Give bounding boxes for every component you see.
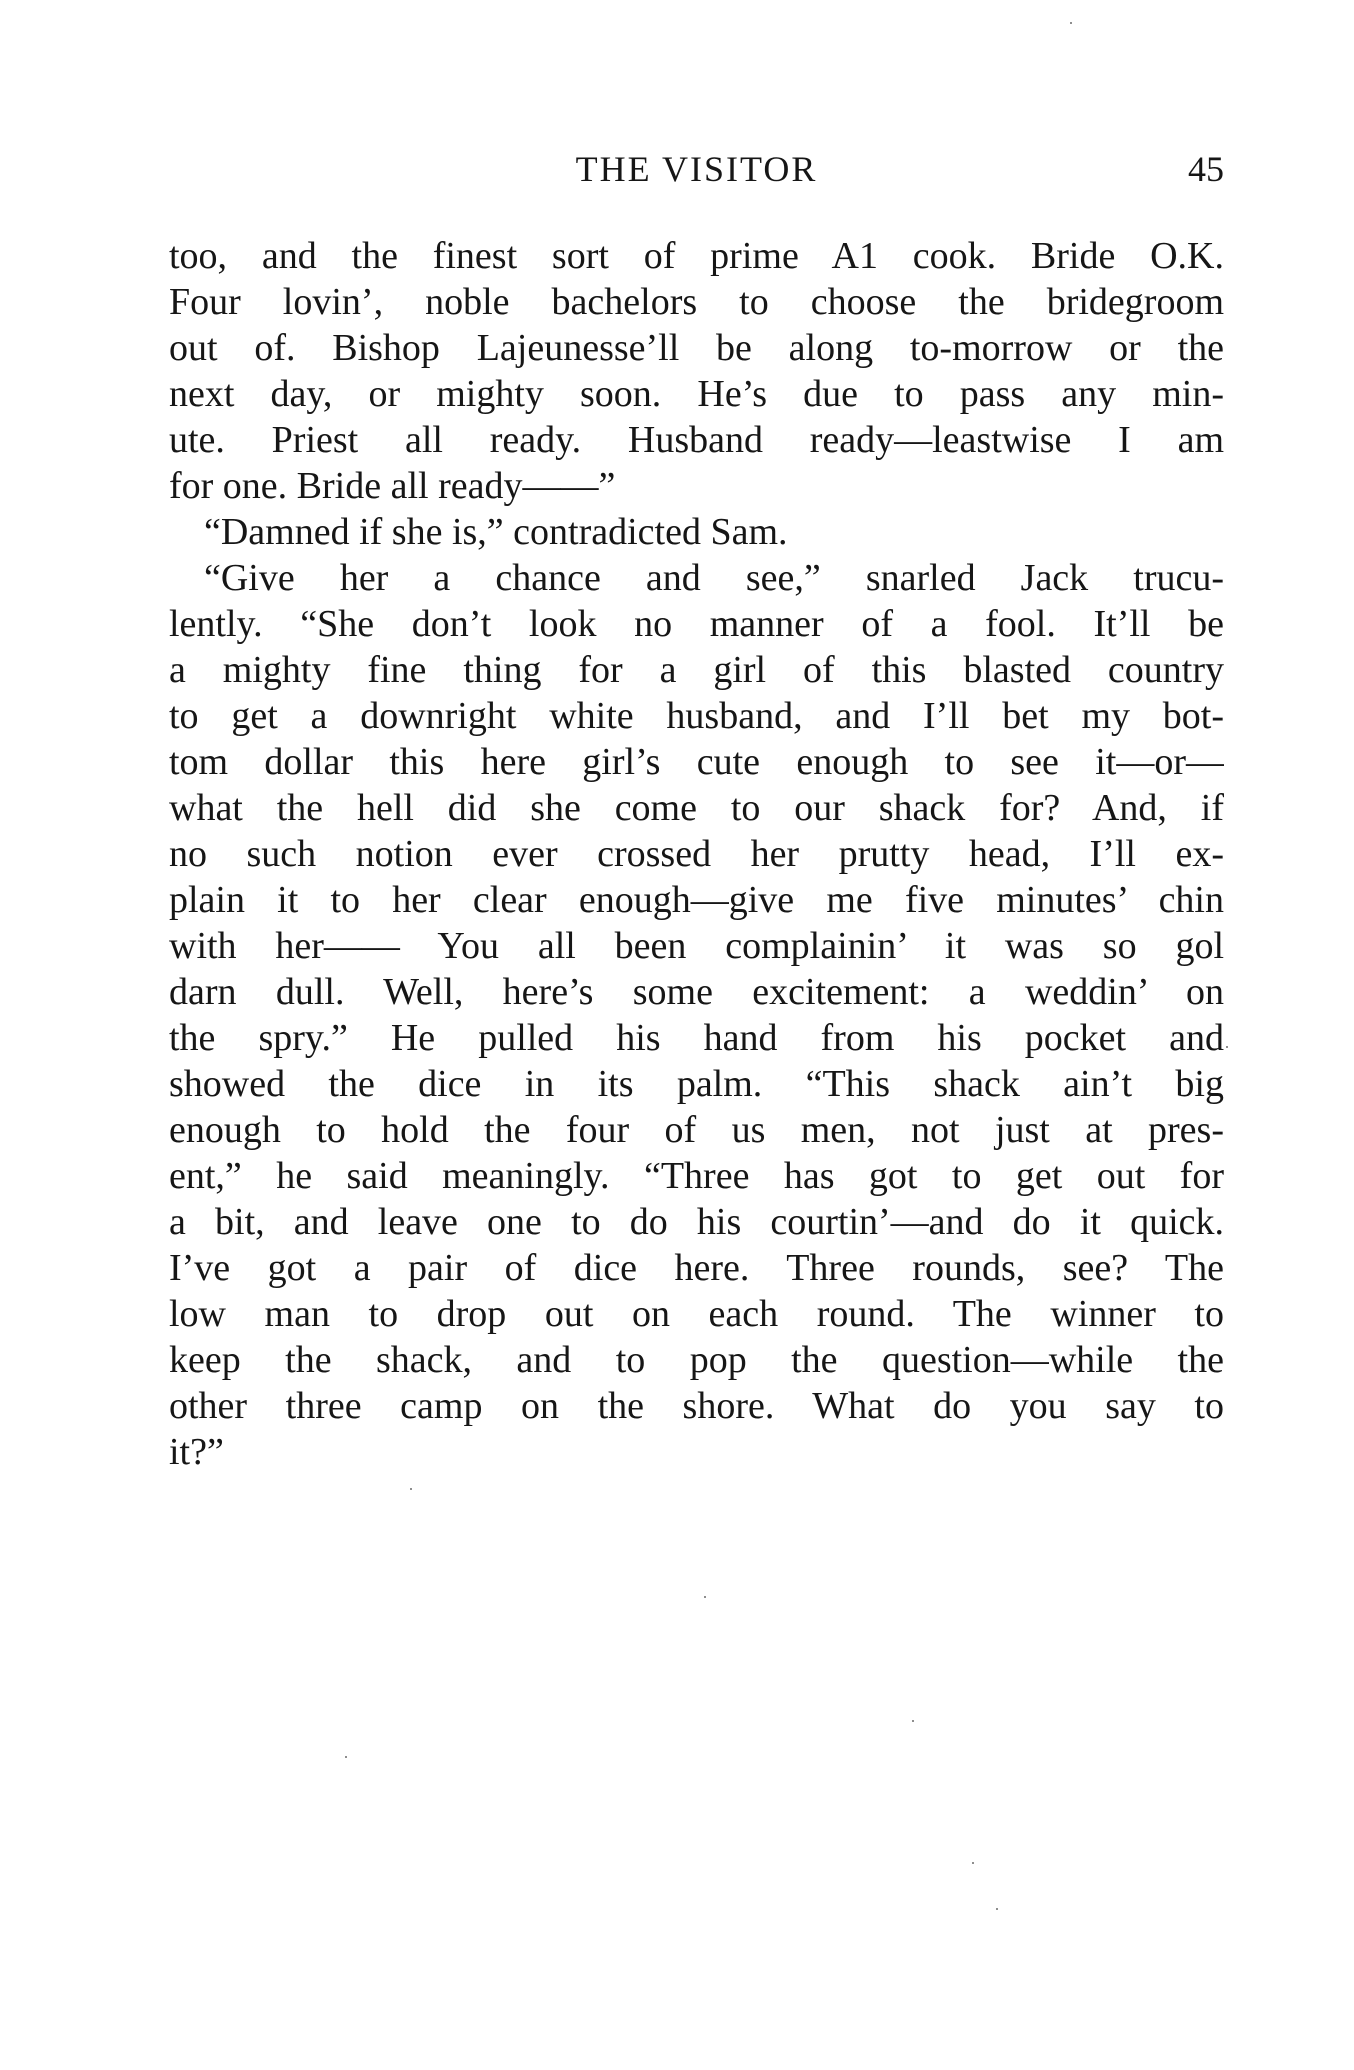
text-line: keep the shack, and to pop the question—while the: [169, 1339, 1224, 1381]
text-line: for one. Bride all ready——”: [169, 465, 616, 507]
text-line: out of. Bishop Lajeunesse’ll be along to-morrow or the: [169, 327, 1224, 369]
scan-speck: [972, 1862, 974, 1864]
text-line: enough to hold the four of us men, not just at pres-: [169, 1109, 1224, 1151]
text-line: the spry.” He pulled his hand from his pocket and: [169, 1017, 1224, 1059]
scan-speck: [410, 1488, 412, 1490]
text-line: lently. “She don’t look no manner of a fool. It’ll be: [169, 603, 1224, 645]
text-line: a bit, and leave one to do his courtin’—and do it quick.: [169, 1201, 1224, 1243]
text-line: next day, or mighty soon. He’s due to pass any min-: [169, 373, 1224, 415]
scan-speck: [1226, 1046, 1228, 1048]
text-line: tom dollar this here girl’s cute enough to see it—or—: [169, 741, 1224, 783]
page-header: [169, 148, 1224, 198]
text-line: what the hell did she come to our shack for? And, if: [169, 787, 1224, 829]
text-line: ute. Priest all ready. Husband ready—leastwise I am: [169, 419, 1224, 461]
text-line: I’ve got a pair of dice here. Three rounds, see? The: [169, 1247, 1224, 1289]
text-line: it?”: [169, 1431, 224, 1473]
text-line: ent,” he said meaningly. “Three has got to get out for: [169, 1155, 1224, 1197]
text-line: darn dull. Well, here’s some excitement: a weddin’ on: [169, 971, 1224, 1013]
text-line: Four lovin’, noble bachelors to choose the bridegroom: [169, 281, 1224, 323]
scan-speck: [912, 1720, 914, 1722]
scan-speck: [996, 1908, 998, 1910]
running-title: THE VISITOR: [575, 149, 818, 189]
page-number: 45: [1188, 149, 1224, 189]
text-line: a mighty fine thing for a girl of this blasted country: [169, 649, 1224, 691]
scan-speck: [345, 1756, 347, 1758]
text-line: “Damned if she is,” contradicted Sam.: [204, 511, 788, 553]
text-line: too, and the finest sort of prime A1 cook. Bride O.K.: [169, 235, 1224, 277]
text-line: “Give her a chance and see,” snarled Jack trucu-: [204, 557, 1224, 599]
text-line: showed the dice in its palm. “This shack ain’t big: [169, 1063, 1224, 1105]
text-line: with her—— You all been complainin’ it was so gol: [169, 925, 1224, 967]
text-line: other three camp on the shore. What do you say to: [169, 1385, 1224, 1427]
text-line: low man to drop out on each round. The winner to: [169, 1293, 1224, 1335]
text-line: no such notion ever crossed her prutty head, I’ll ex-: [169, 833, 1224, 875]
scan-speck: [704, 1596, 706, 1598]
body-text: [169, 233, 1224, 1475]
scan-speck: [1070, 22, 1072, 24]
text-line: to get a downright white husband, and I’ll bet my bot-: [169, 695, 1224, 737]
text-line: plain it to her clear enough—give me five minutes’ chin: [169, 879, 1224, 921]
